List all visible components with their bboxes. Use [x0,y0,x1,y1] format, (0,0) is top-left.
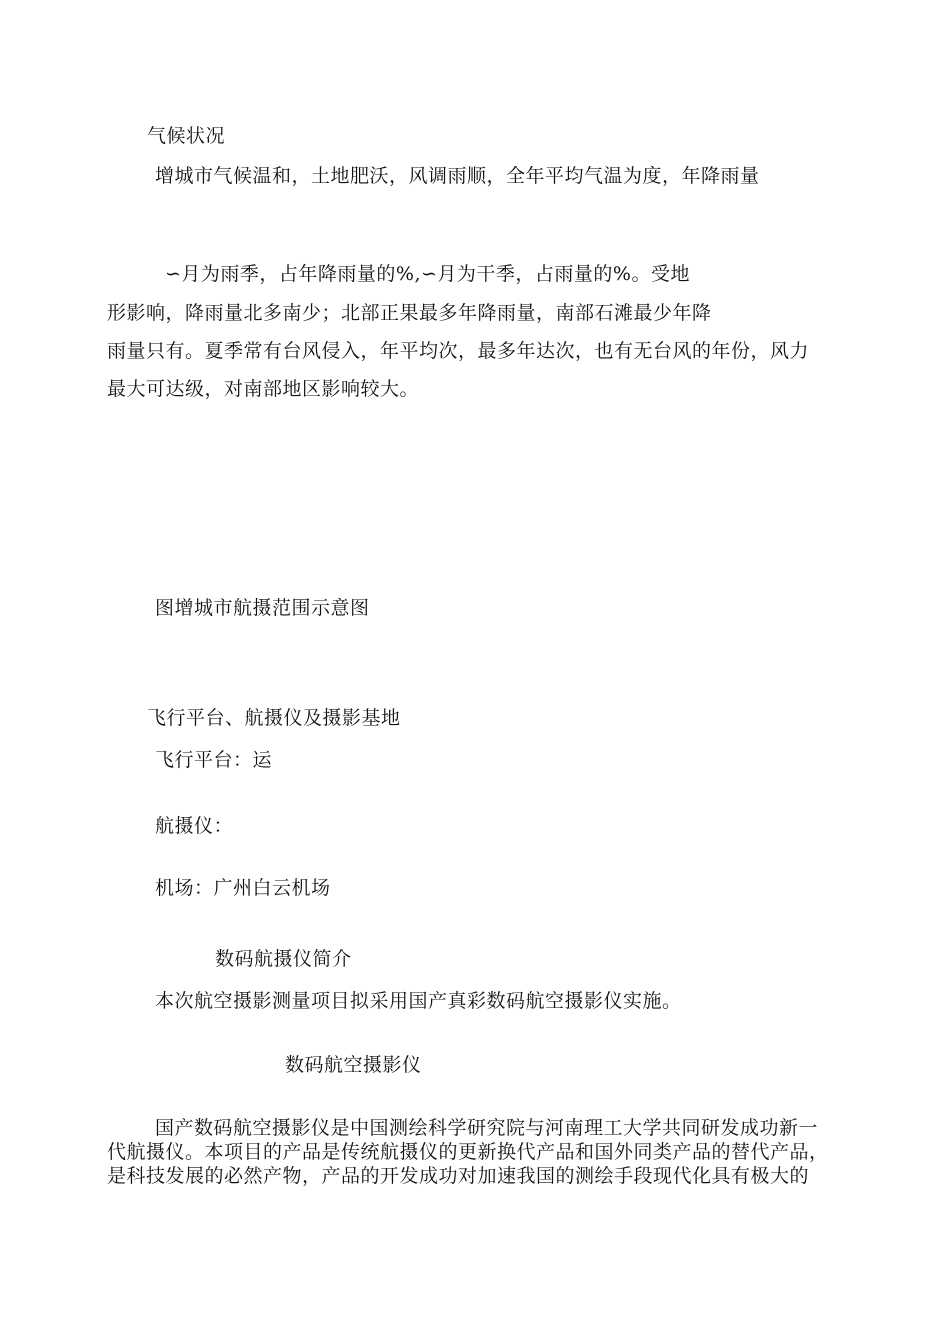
platform-airport: 机场：广州白云机场 [155,877,331,899]
section-heading-climate: 气候状况 [147,125,226,147]
camera-intro-text: 本次航空摄影测量项目拟采用国产真彩数码航空摄影仪实施。 [155,990,682,1012]
subheading-digital-camera: 数码航空摄影仪 [285,1054,422,1076]
climate-text-line-1: 增城市气候温和，土地肥沃，风调雨顺，全年平均气温为度，年降雨量 [155,165,760,187]
figure-caption: 图增城市航摄范围示意图 [155,597,370,619]
climate-text-line-4: 雨量只有。夏季常有台风侵入，年平均次，最多年达次，也有无台风的年份，风力 [107,340,810,362]
camera-para-line-2: 代航摄仪。本项目的产品是传统航摄仪的更新换代产品和国外同类产品的替代产品， [107,1141,829,1163]
climate-text-line-3: 形影响，降雨量北多南少；北部正果最多年降雨量，南部石滩最少年降 [107,302,712,324]
platform-camera: 航摄仪： [155,815,234,837]
platform-aircraft: 飞行平台：运 [155,749,273,771]
camera-para-line-3: 是科技发展的必然产物，产品的开发成功对加速我国的测绘手段现代化具有极大的 [107,1165,810,1187]
climate-text-line-5: 最大可达级，对南部地区影响较大。 [107,378,420,400]
section-heading-platform: 飞行平台、航摄仪及摄影基地 [147,707,401,729]
climate-text-line-2: ∽月为雨季，占年降雨量的%,∽月为干季，占雨量的%。受地 [165,263,690,285]
section-heading-camera-intro: 数码航摄仪简介 [215,948,352,970]
camera-para-line-1: 国产数码航空摄影仪是中国测绘科学研究院与河南理工大学共同研发成功新一 [155,1117,819,1139]
